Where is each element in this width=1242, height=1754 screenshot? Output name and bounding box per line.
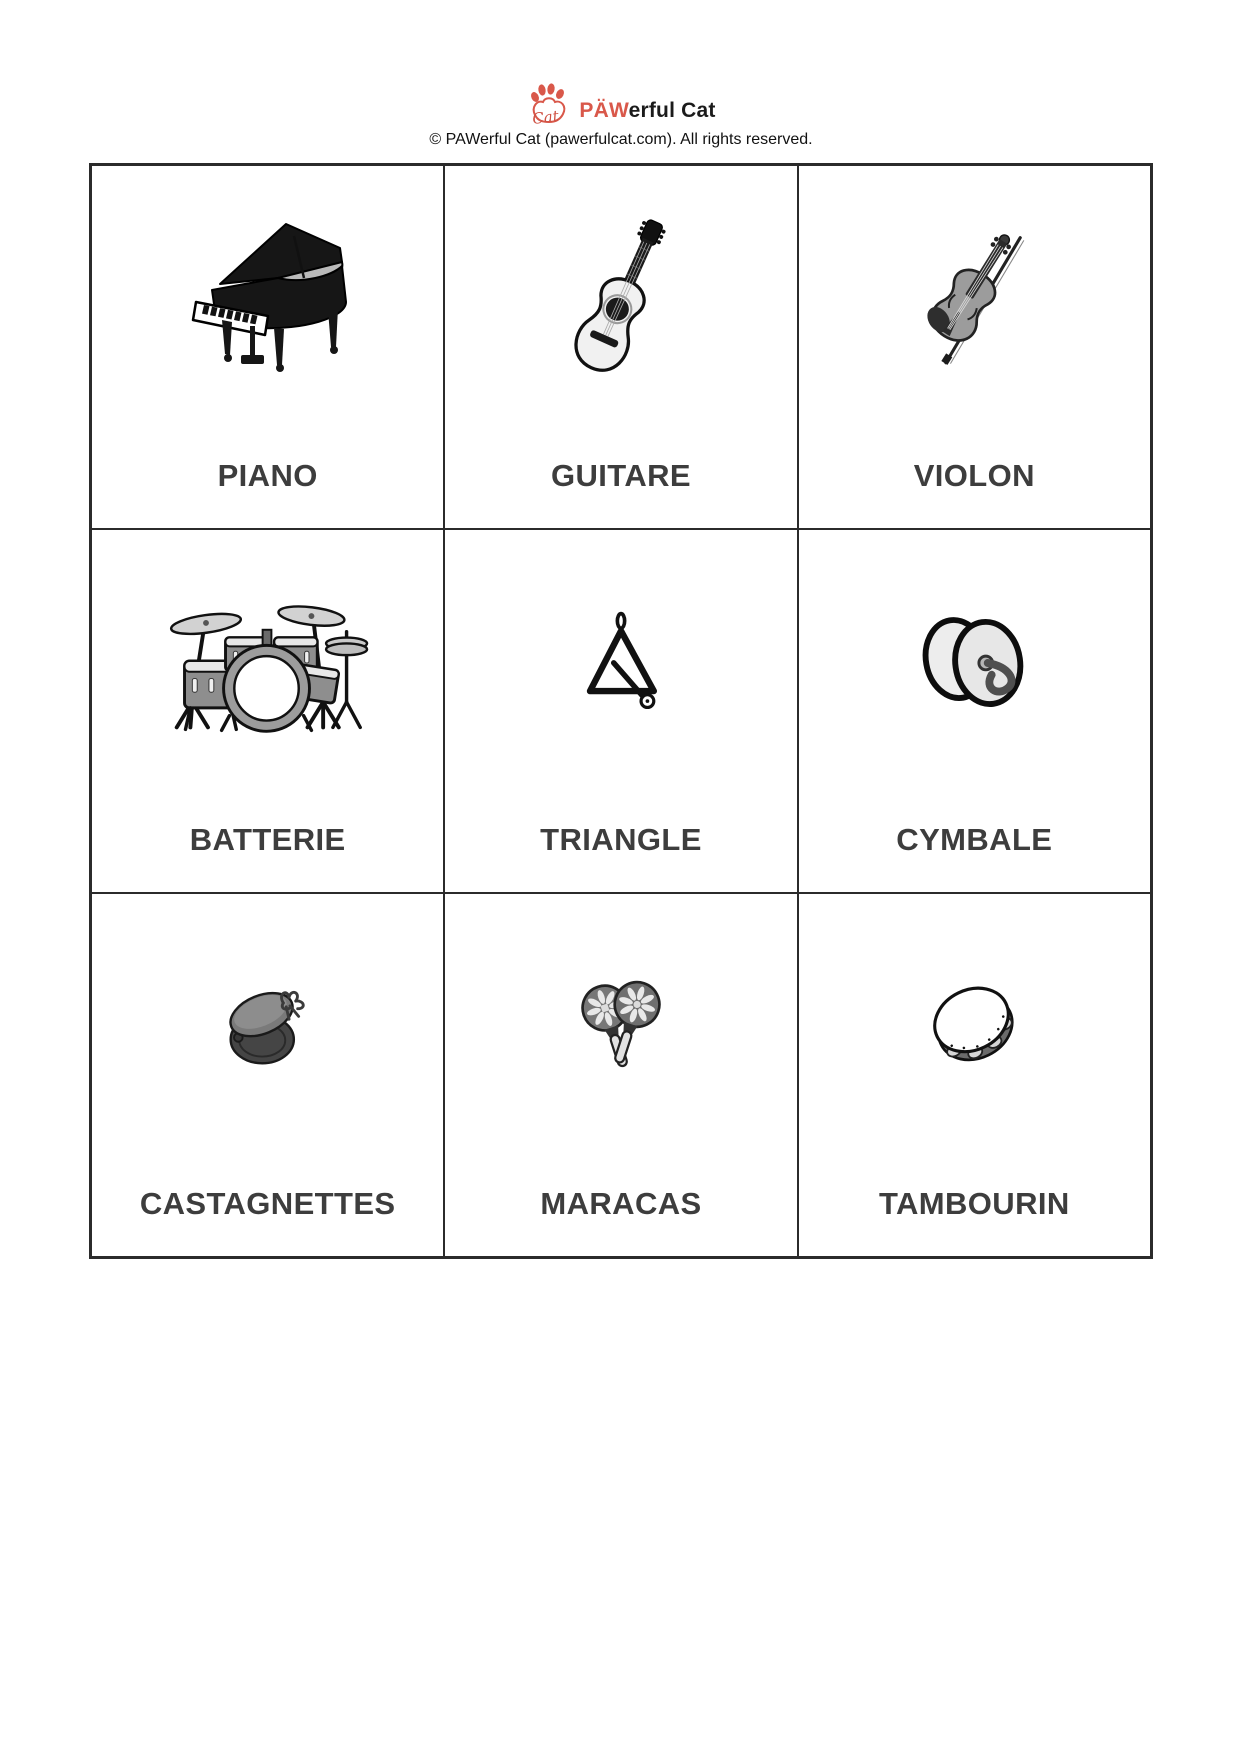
card-triangle-image [445, 530, 796, 792]
card-triangle-label: TRIANGLE [540, 822, 702, 857]
flashcard-grid [89, 163, 1153, 1259]
card-batterie-label: BATTERIE [189, 822, 346, 857]
card-maracas [444, 893, 797, 1257]
card-batterie-image [92, 530, 443, 792]
card-tambourin-label: TAMBOURIN [878, 1186, 1070, 1221]
violin-icon [915, 225, 1033, 370]
card-maracas-label: MARACAS [540, 1186, 702, 1221]
card-cymbale-image [799, 530, 1150, 792]
card-castagnettes [91, 893, 444, 1257]
card-maracas-image [445, 894, 796, 1156]
card-piano-image [92, 166, 443, 428]
card-violon-label: VIOLON [913, 458, 1035, 493]
card-guitare [444, 165, 797, 529]
card-tambourin [798, 893, 1151, 1257]
triangle-icon [580, 609, 662, 713]
paw-cat-icon [526, 82, 572, 128]
cymbals-icon [915, 608, 1033, 714]
card-violon [798, 165, 1151, 529]
page-header [0, 0, 1242, 150]
tambourine-icon [924, 980, 1024, 1070]
card-batterie [91, 529, 444, 893]
card-tambourin-image [799, 894, 1150, 1156]
brand-rest-text: erful Cat [628, 98, 716, 122]
brand-accent-text: PÄW [579, 98, 629, 122]
copyright-line: © PAWerful Cat (pawerfulcat.com). All rights reserved. [429, 131, 813, 148]
card-triangle [444, 529, 797, 893]
card-guitare-image [445, 166, 796, 428]
logo-script-text: Cat [531, 106, 561, 128]
card-guitare-label: GUITARE [550, 458, 691, 493]
acoustic-guitar-icon [561, 215, 681, 380]
castanets-icon [222, 980, 314, 1070]
grand-piano-icon [182, 218, 354, 376]
card-cymbale [798, 529, 1151, 893]
brand-name [579, 90, 715, 121]
card-cymbale-label: CYMBALE [896, 822, 1053, 857]
card-piano [91, 165, 444, 529]
brand-logo [0, 82, 1242, 128]
card-piano-label: PIANO [217, 458, 318, 493]
drum-kit-icon [165, 586, 370, 736]
card-castagnettes-image [92, 894, 443, 1156]
card-violon-image [799, 166, 1150, 428]
card-castagnettes-label: CASTAGNETTES [139, 1186, 396, 1221]
maracas-icon [571, 978, 671, 1072]
